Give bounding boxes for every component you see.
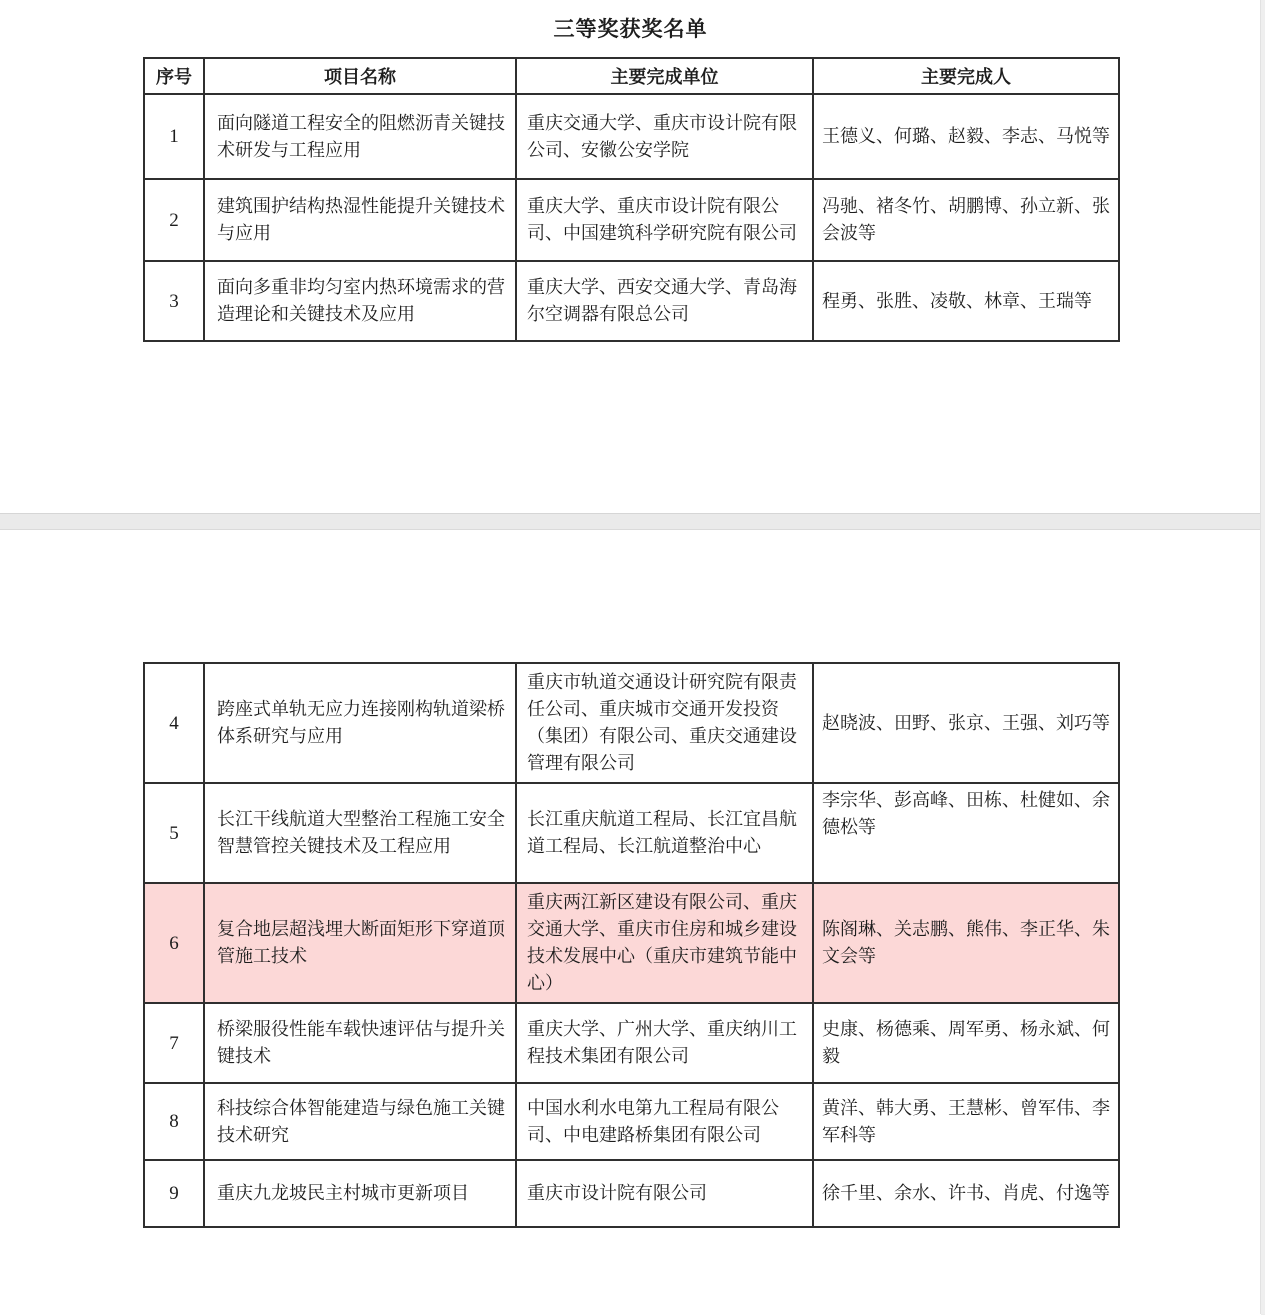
viewer-gutter (1260, 0, 1265, 1314)
table-row (144, 1083, 1119, 1160)
row-serial-number: 7 (144, 1003, 204, 1083)
row-completing-units: 重庆市轨道交通设计研究院有限责任公司、重庆城市交通开发投资（集团）有限公司、重庆交通建设管理有限公司 (516, 663, 813, 783)
row-completing-people: 陈阁琳、关志鹏、熊伟、李正华、朱文会等 (813, 883, 1119, 1003)
row-serial-number: 3 (144, 261, 204, 341)
row-project-name: 面向隧道工程安全的阻燃沥青关键技术研发与工程应用 (204, 94, 516, 179)
table-row (144, 1003, 1119, 1083)
row-serial-number: 2 (144, 179, 204, 261)
header-completing-people: 主要完成人 (813, 58, 1119, 94)
row-serial-number: 8 (144, 1083, 204, 1160)
row-serial-number: 6 (144, 883, 204, 1003)
row-project-name: 重庆九龙坡民主村城市更新项目 (204, 1160, 516, 1227)
row-completing-units: 中国水利水电第九工程局有限公司、中电建路桥集团有限公司 (516, 1083, 813, 1160)
row-completing-units: 重庆大学、重庆市设计院有限公司、中国建筑科学研究院有限公司 (516, 179, 813, 261)
awards-table-page-1 (143, 57, 1120, 342)
row-completing-people: 程勇、张胜、凌敬、林章、王瑞等 (813, 261, 1119, 341)
table-row (144, 663, 1119, 783)
row-project-name: 长江干线航道大型整治工程施工安全智慧管控关键技术及工程应用 (204, 783, 516, 883)
row-serial-number: 4 (144, 663, 204, 783)
row-completing-people: 史康、杨德乘、周军勇、杨永斌、何毅 (813, 1003, 1119, 1083)
row-project-name: 面向多重非均匀室内热环境需求的营造理论和关键技术及应用 (204, 261, 516, 341)
table-body (144, 663, 1119, 1227)
table-row (144, 783, 1119, 883)
row-project-name: 科技综合体智能建造与绿色施工关键技术研究 (204, 1083, 516, 1160)
row-serial-number: 9 (144, 1160, 204, 1227)
table-row (144, 94, 1119, 179)
page-separator (0, 514, 1265, 529)
table-header-row (144, 58, 1119, 94)
row-completing-units: 重庆大学、广州大学、重庆纳川工程技术集团有限公司 (516, 1003, 813, 1083)
row-completing-units: 重庆交通大学、重庆市设计院有限公司、安徽公安学院 (516, 94, 813, 179)
row-serial-number: 1 (144, 94, 204, 179)
document-page-1 (0, 0, 1261, 514)
row-completing-people: 李宗华、彭高峰、田栋、杜健如、余德松等 (813, 783, 1119, 883)
row-project-name: 复合地层超浅埋大断面矩形下穿道顶管施工技术 (204, 883, 516, 1003)
row-serial-number: 5 (144, 783, 204, 883)
row-completing-units: 重庆两江新区建设有限公司、重庆交通大学、重庆市住房和城乡建设技术发展中心（重庆市建筑节能中心） (516, 883, 813, 1003)
page-title: 三等奖获奖名单 (553, 17, 708, 41)
row-project-name: 跨座式单轨无应力连接刚构轨道梁桥体系研究与应用 (204, 663, 516, 783)
document-page-2 (0, 529, 1261, 1315)
table-row (144, 261, 1119, 341)
row-completing-people: 徐千里、余水、许书、肖虎、付逸等 (813, 1160, 1119, 1227)
row-project-name: 建筑围护结构热湿性能提升关键技术与应用 (204, 179, 516, 261)
row-completing-people: 赵晓波、田野、张京、王强、刘巧等 (813, 663, 1119, 783)
row-completing-units: 重庆大学、西安交通大学、青岛海尔空调器有限总公司 (516, 261, 813, 341)
row-completing-people: 冯驰、褚冬竹、胡鹏博、孙立新、张会波等 (813, 179, 1119, 261)
row-completing-units: 长江重庆航道工程局、长江宜昌航道工程局、长江航道整治中心 (516, 783, 813, 883)
row-project-name: 桥梁服役性能车载快速评估与提升关键技术 (204, 1003, 516, 1083)
awards-table-page-2 (143, 662, 1120, 1228)
row-completing-people: 王德义、何璐、赵毅、李志、马悦等 (813, 94, 1119, 179)
table-body (144, 94, 1119, 341)
header-project-name: 项目名称 (204, 58, 516, 94)
table-row (144, 1160, 1119, 1227)
table-row (144, 883, 1119, 1003)
header-serial-number: 序号 (144, 58, 204, 94)
row-completing-people: 黄洋、韩大勇、王慧彬、曾军伟、李军科等 (813, 1083, 1119, 1160)
row-completing-units: 重庆市设计院有限公司 (516, 1160, 813, 1227)
table-row (144, 179, 1119, 261)
header-completing-units: 主要完成单位 (516, 58, 813, 94)
